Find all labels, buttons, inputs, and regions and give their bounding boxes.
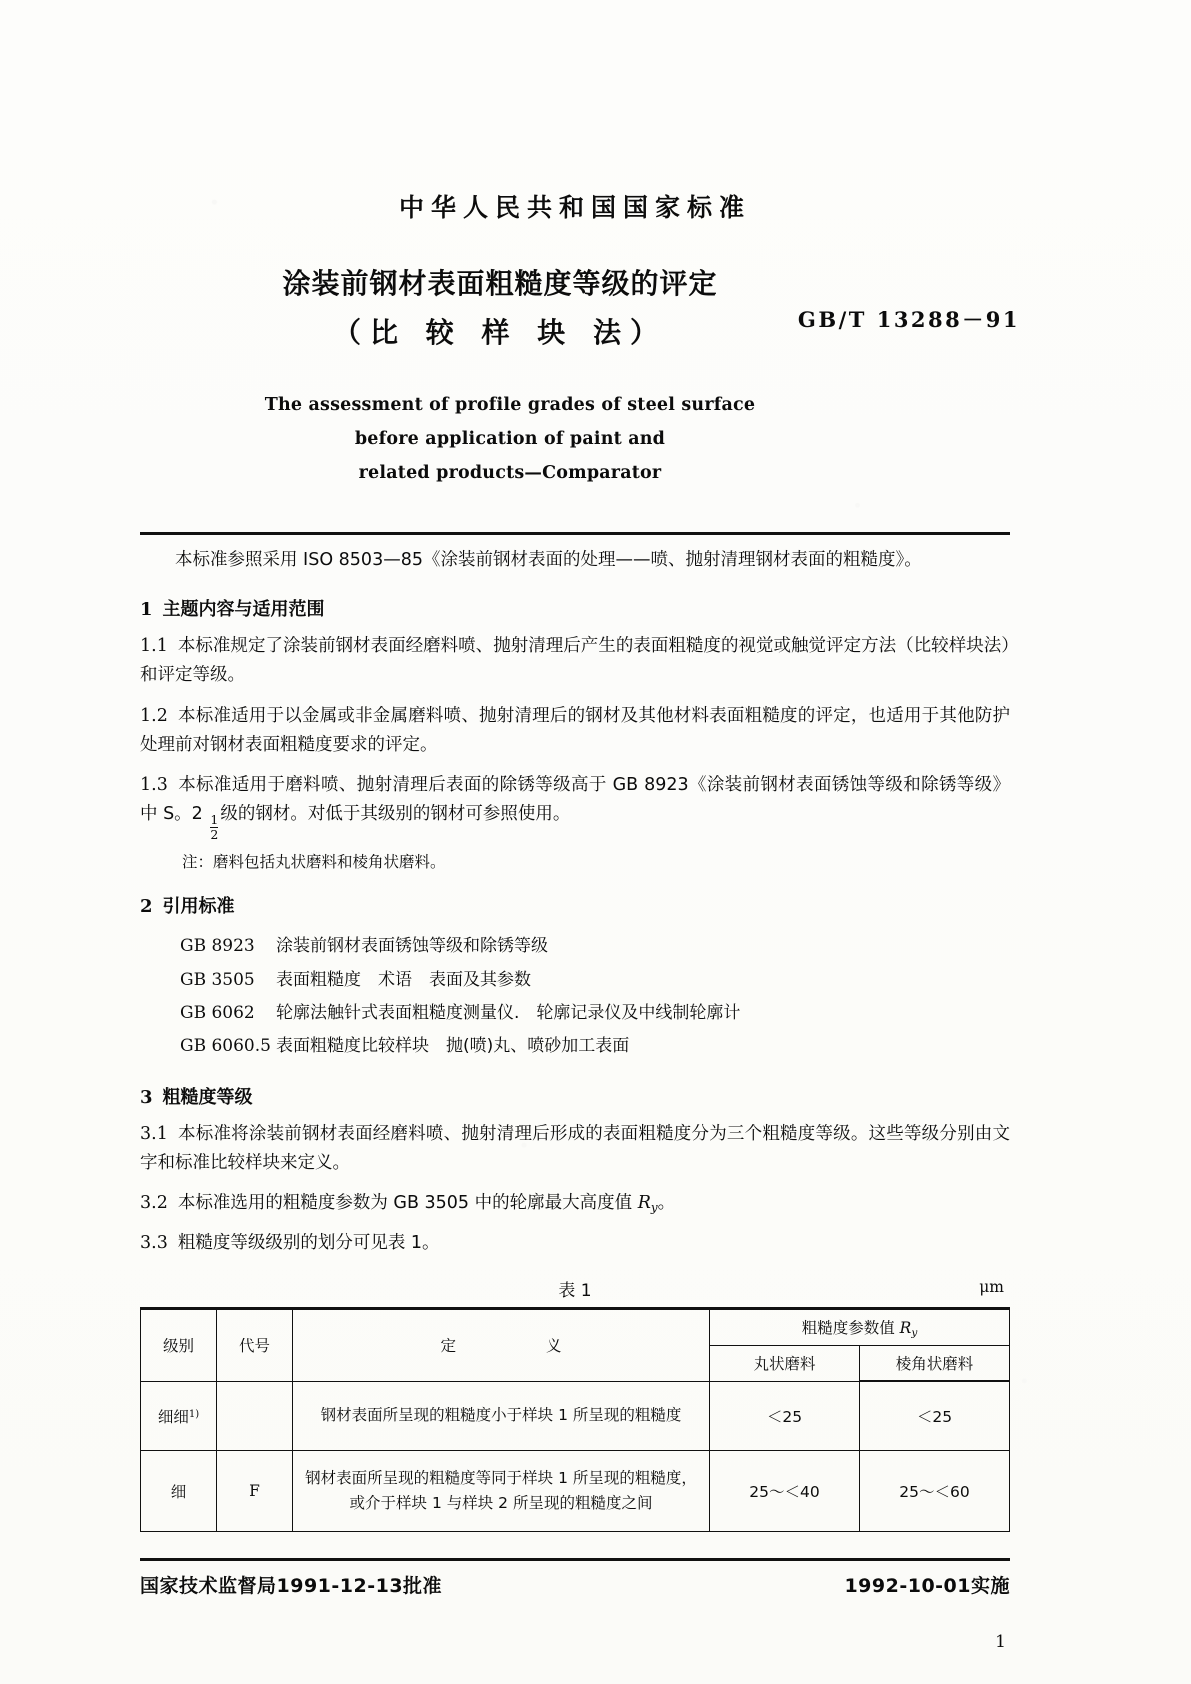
cell-definition-line1: 钢材表面所呈现的粗糙度等同于样块 1 所呈现的粗糙度， <box>305 1468 697 1487</box>
clause-1-3-text-b: 级的钢材。对低于其级别的钢材可参照使用。 <box>220 803 571 824</box>
section-2-title: 引用标准 <box>162 896 235 918</box>
document-title-cn-line2: （比 较 样 块 法） <box>333 315 667 349</box>
section-3-number: 3 <box>140 1086 153 1108</box>
referenced-standards-list <box>140 930 1010 1063</box>
table-header-row-1 <box>141 1309 1010 1346</box>
cell-grade-text: 细细 <box>157 1407 189 1426</box>
document-title-en-line2: before application of paint and <box>354 429 666 450</box>
page-number: 1 <box>995 1631 1006 1652</box>
national-standard-header: 中华人民共和国国家标准 <box>398 193 751 222</box>
clause-3-3-number: 3.3 <box>140 1233 168 1254</box>
clause-3-2 <box>140 1189 1010 1218</box>
section-1-number: 1 <box>140 599 153 621</box>
section-2-number: 2 <box>140 896 153 918</box>
clause-1-1 <box>140 632 1010 690</box>
standard-number: GB/T 13288－91 <box>797 307 1020 332</box>
clause-3-1-number: 3.1 <box>140 1123 168 1144</box>
clause-1-3-number: 1.3 <box>140 774 168 795</box>
cell-code: F <box>217 1450 293 1531</box>
page-content <box>140 0 1020 1652</box>
header-parameter-group-label: 粗糙度参数值 <box>801 1319 900 1338</box>
approval-statement: 国家技术监督局1991-12-13批准 <box>140 1574 443 1597</box>
clause-3-1-text: 本标准将涂装前钢材表面经磨料喷、抛射清理后形成的表面粗糙度分为三个粗糙度等级。这些等级分别由文字和标准比较样块来定义。 <box>140 1123 1010 1174</box>
clause-3-3 <box>140 1229 1010 1258</box>
cell-definition <box>293 1450 710 1531</box>
reference-title: 表面粗糙度 术语 表面及其参数 <box>276 969 531 990</box>
clause-1-1-number: 1.1 <box>140 636 168 657</box>
clause-1-2 <box>140 702 1010 760</box>
section-3-title: 粗糙度等级 <box>162 1086 253 1108</box>
clause-3-2-number: 3.2 <box>140 1193 168 1214</box>
parameter-symbol-subscript: y <box>650 1200 658 1215</box>
header-definition-right: 义 <box>546 1337 562 1356</box>
cell-grade-footnote-marker: 1) <box>188 1408 200 1420</box>
reference-code: GB 3505 <box>180 969 255 990</box>
table-1-caption: 表 1 <box>558 1281 592 1302</box>
header-parameter-group <box>710 1309 1010 1346</box>
title-block <box>140 266 1020 354</box>
fraction-one-half <box>210 811 219 842</box>
fraction-denominator: 2 <box>210 826 219 842</box>
cell-value-shot: 25～＜40 <box>710 1450 860 1531</box>
document-title-cn-line1: 涂装前钢材表面粗糙度等级的评定 <box>282 267 718 300</box>
clause-1-2-text: 本标准适用于以金属或非金属磨料喷、抛射清理后的钢材及其他材料表面粗糙度的评定，也适用于其他防护处理前对钢材表面粗糙度要求的评定。 <box>140 705 1010 755</box>
implementation-date: 1992-10-01实施 <box>844 1574 1010 1597</box>
list-item <box>180 964 1010 997</box>
cell-definition <box>293 1381 710 1450</box>
header-grade: 级别 <box>141 1309 217 1381</box>
table-row <box>141 1381 1010 1450</box>
reference-code: GB 8923 <box>180 936 255 957</box>
clause-1-2-number: 1.2 <box>140 705 168 726</box>
reference-code: GB 6060.5 <box>180 1035 271 1056</box>
header-parameter-symbol <box>899 1319 918 1340</box>
header-parameter-symbol-base: R <box>899 1319 912 1338</box>
clause-1-3 <box>140 771 1010 842</box>
roughness-grades-table <box>140 1307 1010 1531</box>
reference-code: GB 6062 <box>180 1002 255 1023</box>
table-1-caption-row <box>140 1276 1010 1301</box>
cell-grade <box>141 1450 217 1531</box>
list-item <box>180 1030 1010 1063</box>
reference-title: 涂装前钢材表面锈蚀等级和除锈等级 <box>276 936 548 957</box>
table-1-unit: μm <box>979 1278 1004 1297</box>
clause-1-3-text-a: 本标准适用于磨料喷、抛射清理后表面的除锈等级高于 GB 8923《涂装前钢材表面锈蚀等级和除锈等级》中 S。2 <box>140 774 1010 824</box>
clause-1-3-note: 注：磨料包括丸状磨料和棱角状磨料。 <box>182 853 446 872</box>
reference-title: 表面粗糙度比较样块 抛(喷)丸、喷砂加工表面 <box>276 1035 630 1056</box>
reference-title: 轮廓法触针式表面粗糙度测量仪. 轮廓记录仪及中线制轮廓计 <box>276 1002 741 1023</box>
footer-divider <box>140 1558 1010 1561</box>
clause-3-1 <box>140 1120 1010 1178</box>
cell-grade-text: 细 <box>170 1482 187 1501</box>
section-1-title: 主题内容与适用范围 <box>162 599 325 621</box>
cell-value-shot: ＜25 <box>710 1381 860 1450</box>
clause-3-3-text: 粗糙度等级级别的划分可见表 1。 <box>177 1233 440 1254</box>
header-definition <box>293 1309 710 1381</box>
document-title-en <box>140 388 1010 490</box>
cell-value-grit: ＜25 <box>860 1381 1010 1450</box>
table-row <box>141 1450 1010 1531</box>
header-code: 代号 <box>217 1309 293 1381</box>
cell-definition-line1: 钢材表面所呈现的粗糙度小于样块 1 所呈现的粗糙度 <box>320 1406 682 1425</box>
intro-paragraph: 本标准参照采用 ISO 8503—85《涂装前钢材表面的处理——喷、抛射清理钢材表面的粗糙度》。 <box>175 550 922 571</box>
clause-3-2-text-a: 本标准选用的粗糙度参数为 GB 3505 中的轮廓最大高度值 <box>177 1193 638 1214</box>
parameter-symbol-ry <box>638 1193 658 1213</box>
parameter-symbol-base: R <box>637 1193 651 1214</box>
header-divider <box>140 532 1010 535</box>
header-abrasive-grit: 棱角状磨料 <box>860 1346 1010 1382</box>
clause-1-1-text: 本标准规定了涂装前钢材表面经磨料喷、抛射清理后产生的表面粗糙度的视觉或触觉评定方法（比较样块法）和评定等级。 <box>140 636 1010 686</box>
cell-definition-line2: 或介于样块 1 与样块 2 所呈现的粗糙度之间 <box>349 1493 653 1512</box>
page-footer <box>140 1571 1010 1598</box>
section-1-heading <box>140 595 1010 621</box>
clause-3-2-text-b: 。 <box>657 1193 676 1214</box>
cell-grade <box>141 1381 217 1450</box>
cell-value-grit: 25～＜60 <box>860 1450 1010 1531</box>
header-parameter-symbol-subscript: y <box>911 1327 918 1340</box>
fraction-numerator: 1 <box>210 811 219 827</box>
list-item <box>180 930 1010 963</box>
cell-code <box>217 1381 293 1450</box>
document-title-en-line3: related products—Comparator <box>358 463 662 484</box>
list-item <box>180 997 1010 1030</box>
document-title-en-line1: The assessment of profile grades of steel surface <box>264 395 756 415</box>
section-2-heading <box>140 892 1010 918</box>
header-definition-left: 定 <box>440 1337 456 1356</box>
section-3-heading <box>140 1083 1010 1109</box>
header-abrasive-shot: 丸状磨料 <box>710 1346 860 1382</box>
